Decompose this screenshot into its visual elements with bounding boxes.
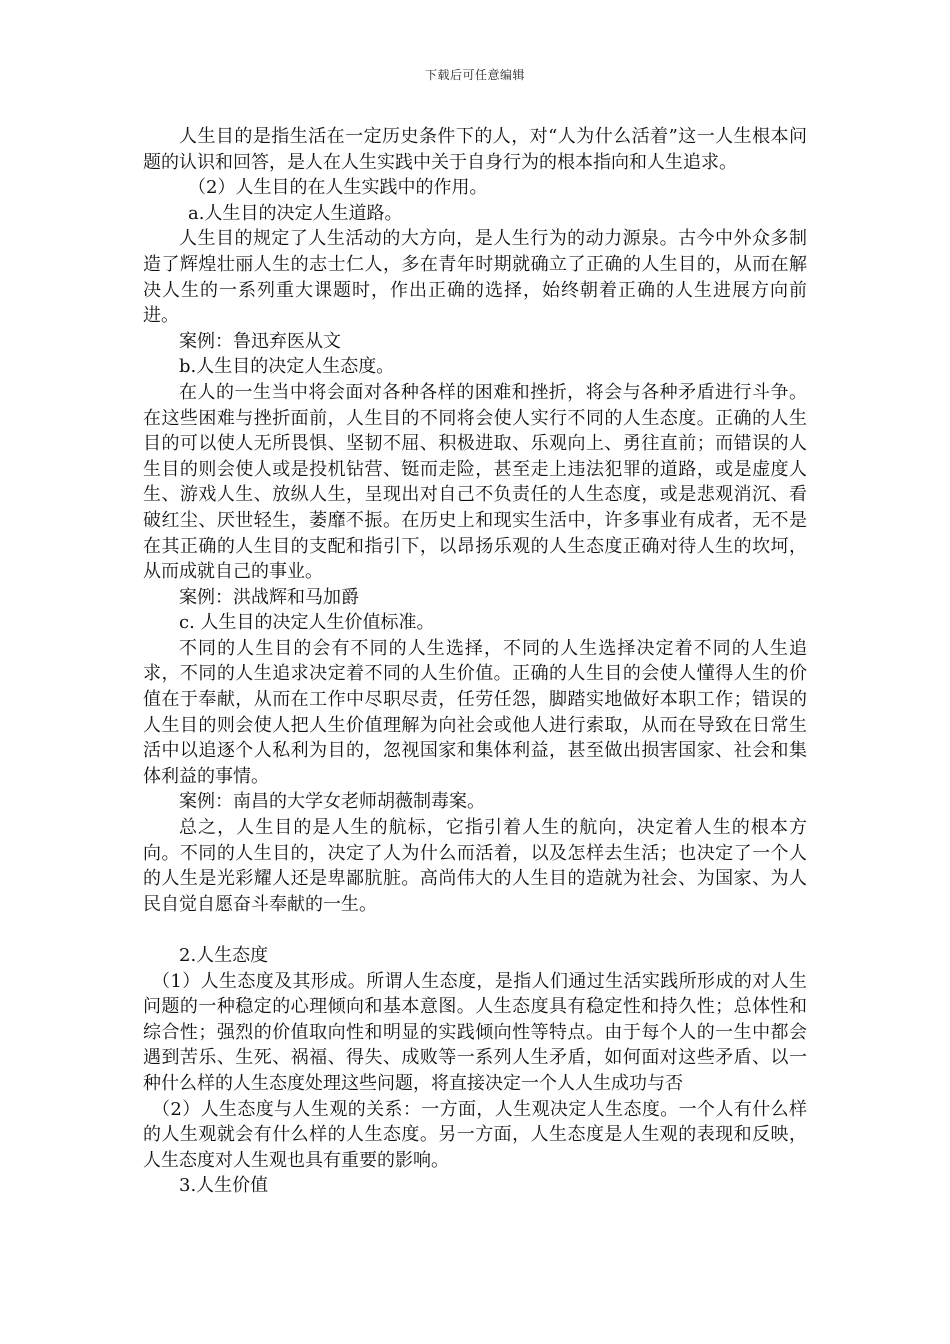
page-header: 下载后可任意编辑 xyxy=(424,68,525,82)
heading-life-attitude: 2.人生态度 xyxy=(179,945,269,966)
paragraph-attitude-relation: （2）人生态度与人生观的关系：一方面，人生观决定人生态度。一个人有什么样的人生观就会有什么样的人生态度。另一方面，人生态度是人生观的表现和反映，人生态度对人生观也具有重要的影响。 xyxy=(143,1098,807,1171)
paragraph-attitude-formation: （1）人生态度及其形成。所谓人生态度，是指人们通过生活实践所形成的对人生问题的一种稳定的心理倾向和基本意图。人生态度具有稳定性和持久性；总体性和综合性；强烈的价值取向性和明显的实践倾向性等特点。由于每个人的一生中都会遇到苦乐、生死、祸福、得失、成败等一系列人生矛盾，如何面对这些矛盾、以一种什么样的人生态度处理这些问题，将直接决定一个人人生成功与否 xyxy=(143,970,807,1094)
heading-purpose-role: （2）人生目的在人生实践中的作用。 xyxy=(188,177,488,199)
paragraph-summary: 总之，人生目的是人生的航标，它指引着人生的航向，决定着人生的根本方向。不同的人生目的，决定了人为什么而活着，以及怎样去生活；也决定了一个人的人生是光彩耀人还是卑鄙肮脏。高尚伟大的人生目的造就为社会、为国家、为人民自觉自愿奋斗奉献的一生。 xyxy=(143,817,807,915)
paragraph-c-body: 不同的人生目的会有不同的人生选择，不同的人生选择决定着不同的人生追求，不同的人生追求决定着不同的人生价值。正确的人生目的会使人懂得人生的价值在于奉献，从而在工作中尽职尽责，任劳任怨，脚踏实地做好本职工作；错误的人生目的则会使人把人生价值理解为向社会或他人进行索取，从而在导致在日常生活中以追逐个人私利为目的，忽视国家和集体利益，甚至做出损害国家、社会和集体利益的事情。 xyxy=(143,637,807,787)
document-body xyxy=(143,124,807,1199)
case-lu-xun: 案例：鲁迅弃医从文 xyxy=(179,330,341,352)
case-nanchang: 案例：南昌的大学女老师胡薇制毒案。 xyxy=(179,791,485,813)
case-hong-ma: 案例：洪战辉和马加爵 xyxy=(179,586,359,608)
paragraph-purpose-definition: 人生目的是指生活在一定历史条件下的人，对“人为什么活着”这一人生根本问题的认识和回答，是人在人生实践中关于自身行为的根本指向和人生追求。 xyxy=(143,126,807,173)
subheading-b: b.人生目的决定人生态度。 xyxy=(179,356,395,378)
subheading-a: a.人生目的决定人生道路。 xyxy=(188,202,403,224)
paragraph-a-body: 人生目的规定了人生活动的大方向，是人生行为的动力源泉。古今中外众多制造了辉煌壮丽人生的志士仁人，多在青年时期就确立了正确的人生目的，从而在解决人生的一系列重大课题时，作出正确的选择，始终朝着正确的人生进展方向前进。 xyxy=(143,228,807,327)
paragraph-b-body: 在人的一生当中将会面对各种各样的困难和挫折，将会与各种矛盾进行斗争。在这些困难与挫折面前，人生目的不同将会使人实行不同的人生态度。正确的人生目的可以使人无所畏惧、坚韧不屈、积极进取、乐观向上、勇往直前；而错误的人生目的则会使人或是投机钻营、铤而走险，甚至走上违法犯罪的道路，或是虚度人生、游戏人生、放纵人生，呈现出对自己不负责任的人生态度，或是悲观消沉、看破红尘、厌世轻生，萎靡不振。在历史上和现实生活中，许多事业有成者，无不是在其正确的人生目的支配和指引下，以昂扬乐观的人生态度正确对待人生的坎坷，从而成就自己的事业。 xyxy=(143,381,807,583)
blank-line xyxy=(143,917,807,943)
heading-life-value: 3.人生价值 xyxy=(179,1175,269,1197)
subheading-c: c. 人生目的决定人生价值标准。 xyxy=(179,612,435,634)
